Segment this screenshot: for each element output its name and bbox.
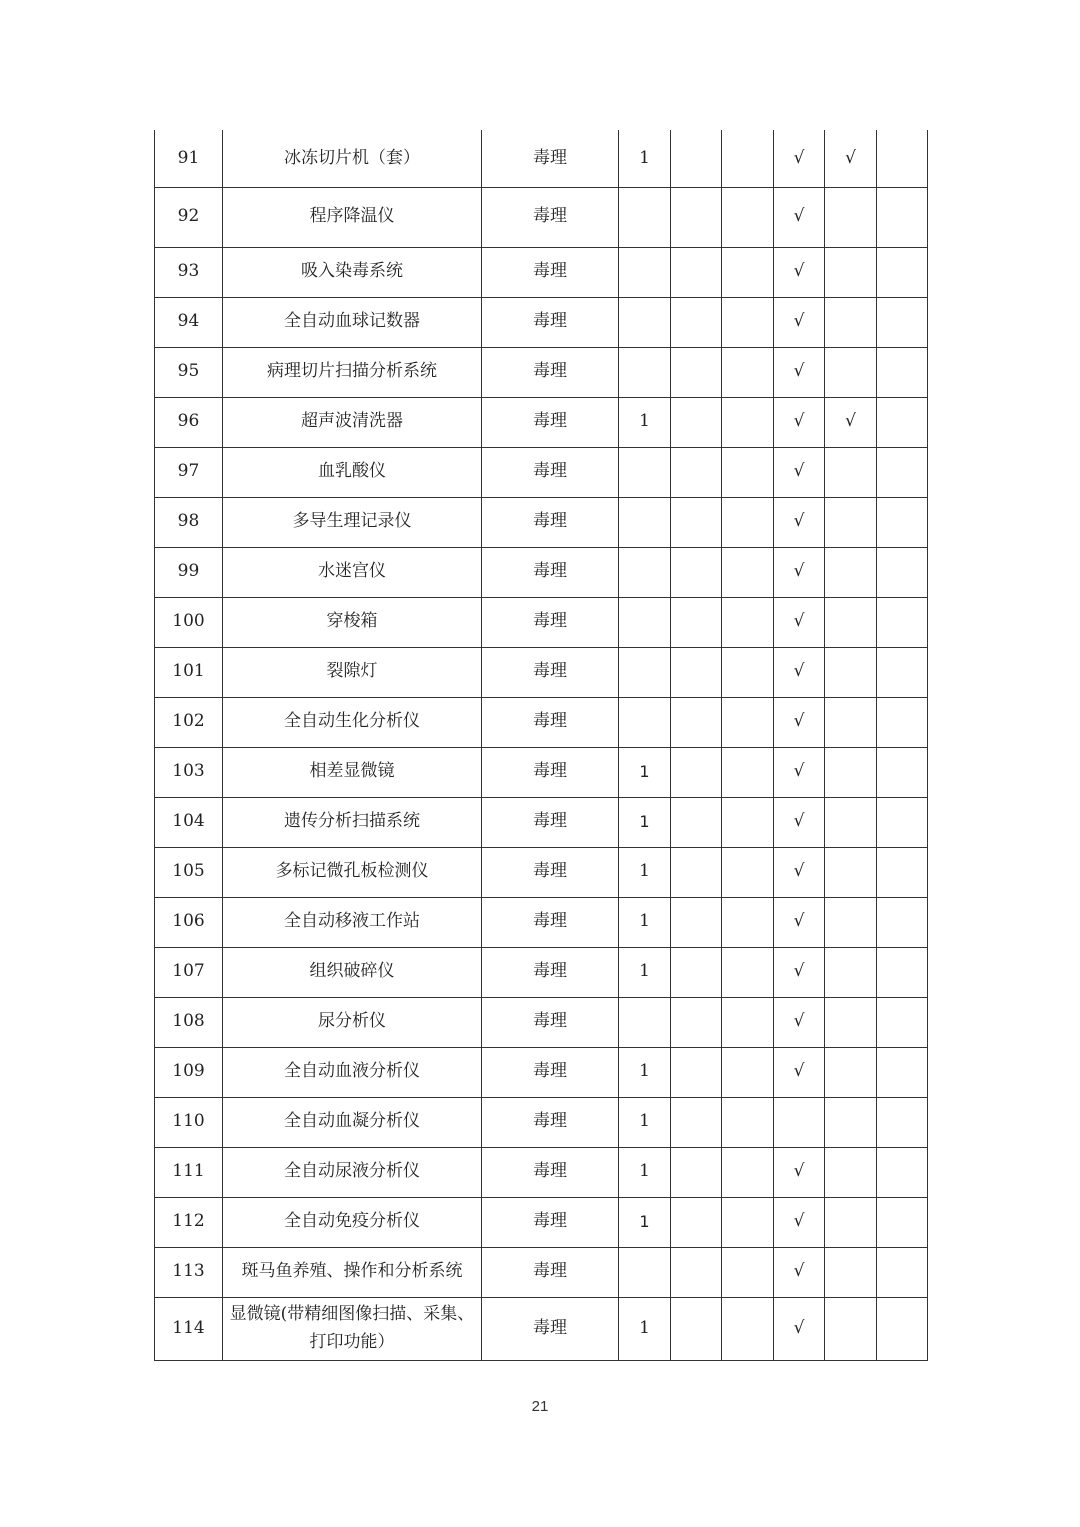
table-row bbox=[155, 1247, 928, 1297]
col5-cell bbox=[671, 747, 722, 797]
col8-check bbox=[825, 187, 877, 247]
col5-cell bbox=[671, 847, 722, 897]
quantity: 1 bbox=[619, 947, 671, 997]
quantity bbox=[619, 597, 671, 647]
col5-cell bbox=[671, 897, 722, 947]
row-number: 107 bbox=[155, 947, 223, 997]
col7-check: √ bbox=[774, 847, 825, 897]
col8-check: √ bbox=[825, 397, 877, 447]
col8-check bbox=[825, 897, 877, 947]
row-number: 95 bbox=[155, 347, 223, 397]
equipment-name: 相差显微镜 bbox=[223, 747, 482, 797]
row-number: 91 bbox=[155, 130, 223, 187]
equipment-name: 穿梭箱 bbox=[223, 597, 482, 647]
department: 毒理 bbox=[482, 747, 619, 797]
col7-check: √ bbox=[774, 647, 825, 697]
department: 毒理 bbox=[482, 1097, 619, 1147]
department: 毒理 bbox=[482, 347, 619, 397]
equipment-name: 遗传分析扫描系统 bbox=[223, 797, 482, 847]
col6-cell bbox=[722, 347, 774, 397]
table-row bbox=[155, 247, 928, 297]
col7-check: √ bbox=[774, 897, 825, 947]
quantity bbox=[619, 1247, 671, 1297]
col8-check bbox=[825, 597, 877, 647]
col5-cell bbox=[671, 1197, 722, 1247]
row-number: 101 bbox=[155, 647, 223, 697]
row-number: 112 bbox=[155, 1197, 223, 1247]
col7-check: √ bbox=[774, 547, 825, 597]
equipment-table bbox=[154, 130, 928, 1361]
col6-cell bbox=[722, 997, 774, 1047]
col6-cell bbox=[722, 297, 774, 347]
department: 毒理 bbox=[482, 897, 619, 947]
page-number: 21 bbox=[531, 1398, 549, 1415]
col6-cell bbox=[722, 1197, 774, 1247]
department: 毒理 bbox=[482, 247, 619, 297]
col8-check bbox=[825, 1097, 877, 1147]
col7-check: √ bbox=[774, 497, 825, 547]
col9-cell bbox=[877, 1097, 928, 1147]
col9-cell bbox=[877, 187, 928, 247]
col9-cell bbox=[877, 897, 928, 947]
quantity bbox=[619, 697, 671, 747]
col6-cell bbox=[722, 947, 774, 997]
table-row bbox=[155, 547, 928, 597]
table-row bbox=[155, 747, 928, 797]
row-number: 92 bbox=[155, 187, 223, 247]
col5-cell bbox=[671, 697, 722, 747]
col5-cell bbox=[671, 997, 722, 1047]
col5-cell bbox=[671, 347, 722, 397]
equipment-name: 全自动免疫分析仪 bbox=[223, 1197, 482, 1247]
col6-cell bbox=[722, 797, 774, 847]
col7-check: √ bbox=[774, 447, 825, 497]
equipment-name: 多标记微孔板检测仪 bbox=[223, 847, 482, 897]
equipment-name: 血乳酸仪 bbox=[223, 447, 482, 497]
equipment-name: 病理切片扫描分析系统 bbox=[223, 347, 482, 397]
table-row bbox=[155, 1097, 928, 1147]
col6-cell bbox=[722, 1097, 774, 1147]
department: 毒理 bbox=[482, 497, 619, 547]
col9-cell bbox=[877, 997, 928, 1047]
department: 毒理 bbox=[482, 1147, 619, 1197]
col7-check: √ bbox=[774, 597, 825, 647]
table-row bbox=[155, 647, 928, 697]
col8-check bbox=[825, 847, 877, 897]
col8-check bbox=[825, 647, 877, 697]
quantity: 1 bbox=[619, 1297, 671, 1360]
col9-cell bbox=[877, 397, 928, 447]
col6-cell bbox=[722, 697, 774, 747]
col6-cell bbox=[722, 647, 774, 697]
col8-check bbox=[825, 1197, 877, 1247]
col9-cell bbox=[877, 497, 928, 547]
col9-cell bbox=[877, 947, 928, 997]
col8-check bbox=[825, 1147, 877, 1197]
quantity bbox=[619, 447, 671, 497]
col5-cell bbox=[671, 187, 722, 247]
col9-cell bbox=[877, 130, 928, 187]
quantity: 1 bbox=[619, 397, 671, 447]
col5-cell bbox=[671, 1297, 722, 1360]
col6-cell bbox=[722, 1147, 774, 1197]
table-row bbox=[155, 597, 928, 647]
row-number: 102 bbox=[155, 697, 223, 747]
col9-cell bbox=[877, 1147, 928, 1197]
col7-check: √ bbox=[774, 1197, 825, 1247]
col5-cell bbox=[671, 1247, 722, 1297]
col6-cell bbox=[722, 130, 774, 187]
col8-check bbox=[825, 347, 877, 397]
table-row bbox=[155, 847, 928, 897]
col9-cell bbox=[877, 847, 928, 897]
equipment-name: 组织破碎仪 bbox=[223, 947, 482, 997]
equipment-name: 吸入染毒系统 bbox=[223, 247, 482, 297]
col5-cell bbox=[671, 1097, 722, 1147]
quantity bbox=[619, 997, 671, 1047]
department: 毒理 bbox=[482, 187, 619, 247]
table-row bbox=[155, 347, 928, 397]
col6-cell bbox=[722, 1247, 774, 1297]
col8-check bbox=[825, 797, 877, 847]
table-body bbox=[155, 130, 928, 1360]
department: 毒理 bbox=[482, 1197, 619, 1247]
col7-check: √ bbox=[774, 247, 825, 297]
col8-check bbox=[825, 947, 877, 997]
col5-cell bbox=[671, 947, 722, 997]
table-row bbox=[155, 797, 928, 847]
col7-check bbox=[774, 1097, 825, 1147]
row-number: 110 bbox=[155, 1097, 223, 1147]
col6-cell bbox=[722, 497, 774, 547]
col9-cell bbox=[877, 747, 928, 797]
col7-check: √ bbox=[774, 797, 825, 847]
col5-cell bbox=[671, 597, 722, 647]
table-row bbox=[155, 447, 928, 497]
col9-cell bbox=[877, 797, 928, 847]
department: 毒理 bbox=[482, 797, 619, 847]
col9-cell bbox=[877, 1047, 928, 1097]
table-row bbox=[155, 1297, 928, 1360]
department: 毒理 bbox=[482, 647, 619, 697]
col6-cell bbox=[722, 847, 774, 897]
col9-cell bbox=[877, 647, 928, 697]
quantity: 1 bbox=[619, 130, 671, 187]
department: 毒理 bbox=[482, 447, 619, 497]
row-number: 108 bbox=[155, 997, 223, 1047]
table-row bbox=[155, 1047, 928, 1097]
col9-cell bbox=[877, 1297, 928, 1360]
col7-check: √ bbox=[774, 130, 825, 187]
col8-check bbox=[825, 697, 877, 747]
quantity: 1 bbox=[619, 797, 671, 847]
col8-check bbox=[825, 997, 877, 1047]
quantity: 1 bbox=[619, 747, 671, 797]
table-row bbox=[155, 187, 928, 247]
col6-cell bbox=[722, 597, 774, 647]
col7-check: √ bbox=[774, 1147, 825, 1197]
row-number: 94 bbox=[155, 297, 223, 347]
col8-check bbox=[825, 1047, 877, 1097]
quantity bbox=[619, 187, 671, 247]
quantity: 1 bbox=[619, 1197, 671, 1247]
col8-check bbox=[825, 1247, 877, 1297]
col6-cell bbox=[722, 397, 774, 447]
row-number: 105 bbox=[155, 847, 223, 897]
equipment-name: 水迷宫仪 bbox=[223, 547, 482, 597]
col6-cell bbox=[722, 447, 774, 497]
col9-cell bbox=[877, 297, 928, 347]
table-row bbox=[155, 497, 928, 547]
col8-check bbox=[825, 447, 877, 497]
department: 毒理 bbox=[482, 697, 619, 747]
col9-cell bbox=[877, 447, 928, 497]
col7-check: √ bbox=[774, 997, 825, 1047]
col7-check: √ bbox=[774, 697, 825, 747]
department: 毒理 bbox=[482, 130, 619, 187]
col7-check: √ bbox=[774, 297, 825, 347]
col6-cell bbox=[722, 247, 774, 297]
quantity: 1 bbox=[619, 1147, 671, 1197]
quantity: 1 bbox=[619, 1097, 671, 1147]
equipment-name: 全自动血液分析仪 bbox=[223, 1047, 482, 1097]
row-number: 114 bbox=[155, 1297, 223, 1360]
row-number: 97 bbox=[155, 447, 223, 497]
col7-check: √ bbox=[774, 1297, 825, 1360]
row-number: 98 bbox=[155, 497, 223, 547]
row-number: 100 bbox=[155, 597, 223, 647]
col7-check: √ bbox=[774, 947, 825, 997]
col8-check bbox=[825, 497, 877, 547]
department: 毒理 bbox=[482, 947, 619, 997]
table-row bbox=[155, 1197, 928, 1247]
row-number: 103 bbox=[155, 747, 223, 797]
department: 毒理 bbox=[482, 1047, 619, 1097]
row-number: 104 bbox=[155, 797, 223, 847]
quantity bbox=[619, 647, 671, 697]
quantity: 1 bbox=[619, 847, 671, 897]
quantity bbox=[619, 547, 671, 597]
col9-cell bbox=[877, 697, 928, 747]
equipment-name: 全自动生化分析仪 bbox=[223, 697, 482, 747]
equipment-name: 超声波清洗器 bbox=[223, 397, 482, 447]
table-row bbox=[155, 1147, 928, 1197]
col6-cell bbox=[722, 187, 774, 247]
department: 毒理 bbox=[482, 397, 619, 447]
equipment-name: 冰冻切片机（套） bbox=[223, 130, 482, 187]
department: 毒理 bbox=[482, 997, 619, 1047]
col8-check: √ bbox=[825, 130, 877, 187]
quantity bbox=[619, 247, 671, 297]
quantity: 1 bbox=[619, 1047, 671, 1097]
equipment-name: 裂隙灯 bbox=[223, 647, 482, 697]
row-number: 96 bbox=[155, 397, 223, 447]
col5-cell bbox=[671, 497, 722, 547]
col5-cell bbox=[671, 130, 722, 187]
equipment-name: 程序降温仪 bbox=[223, 187, 482, 247]
department: 毒理 bbox=[482, 597, 619, 647]
equipment-name: 尿分析仪 bbox=[223, 997, 482, 1047]
col8-check bbox=[825, 247, 877, 297]
col7-check: √ bbox=[774, 187, 825, 247]
equipment-name: 全自动血球记数器 bbox=[223, 297, 482, 347]
col5-cell bbox=[671, 547, 722, 597]
row-number: 111 bbox=[155, 1147, 223, 1197]
col9-cell bbox=[877, 597, 928, 647]
col7-check: √ bbox=[774, 1247, 825, 1297]
quantity bbox=[619, 347, 671, 397]
table-row bbox=[155, 130, 928, 187]
col5-cell bbox=[671, 1047, 722, 1097]
col7-check: √ bbox=[774, 1047, 825, 1097]
col8-check bbox=[825, 547, 877, 597]
row-number: 106 bbox=[155, 897, 223, 947]
equipment-name: 多导生理记录仪 bbox=[223, 497, 482, 547]
col8-check bbox=[825, 297, 877, 347]
equipment-name: 全自动血凝分析仪 bbox=[223, 1097, 482, 1147]
row-number: 93 bbox=[155, 247, 223, 297]
equipment-name: 斑马鱼养殖、操作和分析系统 bbox=[223, 1247, 482, 1297]
col7-check: √ bbox=[774, 747, 825, 797]
col9-cell bbox=[877, 547, 928, 597]
row-number: 109 bbox=[155, 1047, 223, 1097]
col9-cell bbox=[877, 1247, 928, 1297]
table-row bbox=[155, 947, 928, 997]
equipment-name: 显微镜(带精细图像扫描、采集、打印功能） bbox=[223, 1297, 482, 1360]
department: 毒理 bbox=[482, 1247, 619, 1297]
row-number: 99 bbox=[155, 547, 223, 597]
col6-cell bbox=[722, 897, 774, 947]
department: 毒理 bbox=[482, 547, 619, 597]
col6-cell bbox=[722, 747, 774, 797]
col5-cell bbox=[671, 297, 722, 347]
col6-cell bbox=[722, 1297, 774, 1360]
table-row bbox=[155, 997, 928, 1047]
table-row bbox=[155, 397, 928, 447]
quantity bbox=[619, 497, 671, 547]
row-number: 113 bbox=[155, 1247, 223, 1297]
col5-cell bbox=[671, 797, 722, 847]
col6-cell bbox=[722, 547, 774, 597]
col5-cell bbox=[671, 447, 722, 497]
quantity: 1 bbox=[619, 897, 671, 947]
col7-check: √ bbox=[774, 347, 825, 397]
col5-cell bbox=[671, 247, 722, 297]
col5-cell bbox=[671, 1147, 722, 1197]
equipment-name: 全自动尿液分析仪 bbox=[223, 1147, 482, 1197]
table-row bbox=[155, 697, 928, 747]
table-row bbox=[155, 897, 928, 947]
col9-cell bbox=[877, 247, 928, 297]
equipment-name: 全自动移液工作站 bbox=[223, 897, 482, 947]
department: 毒理 bbox=[482, 297, 619, 347]
col9-cell bbox=[877, 1197, 928, 1247]
col8-check bbox=[825, 1297, 877, 1360]
department: 毒理 bbox=[482, 847, 619, 897]
department: 毒理 bbox=[482, 1297, 619, 1360]
quantity bbox=[619, 297, 671, 347]
col7-check: √ bbox=[774, 397, 825, 447]
col8-check bbox=[825, 747, 877, 797]
table-row bbox=[155, 297, 928, 347]
col9-cell bbox=[877, 347, 928, 397]
col5-cell bbox=[671, 647, 722, 697]
col5-cell bbox=[671, 397, 722, 447]
col6-cell bbox=[722, 1047, 774, 1097]
